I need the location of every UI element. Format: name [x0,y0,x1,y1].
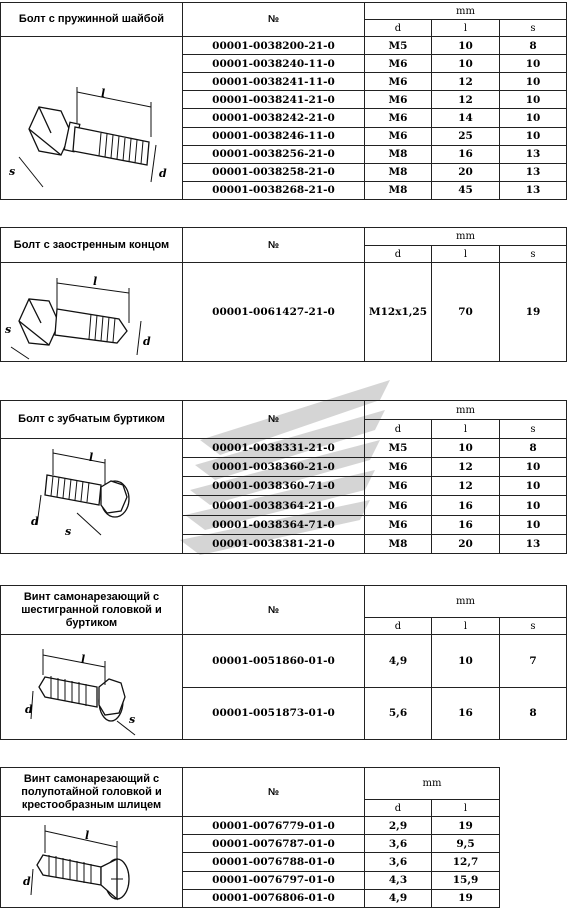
col-header-s: s [500,246,567,263]
cell-d: 5,6 [365,687,432,740]
cell-l: 19 [432,817,500,835]
cell-l: 14 [432,109,500,127]
cell-l: 9,5 [432,835,500,853]
drawing-label-d: d [25,703,33,716]
table-title: Болт с зубчатым буртиком [1,401,183,439]
drawing-label-d: d [23,875,31,888]
cell-d: M8 [365,534,432,553]
table-row-no: 00001-0038331-21-0 [183,439,365,458]
cell-l: 12 [432,477,500,496]
unit-header: mm [365,401,567,420]
col-header-d: d [365,20,432,37]
col-header-l: l [432,420,500,439]
cell-d: M5 [365,37,432,55]
cell-d: M6 [365,496,432,515]
drawing-label-s: s [65,525,72,538]
number-header: № [183,768,365,817]
cell-l: 20 [432,163,500,181]
drawing-label-d: d [143,335,151,348]
cell-d: M6 [365,477,432,496]
cell-s: 8 [500,439,567,458]
cell-d: 4,9 [365,635,432,688]
cell-s: 8 [500,37,567,55]
drawing-label-s: s [9,165,16,178]
drawing-label-d: d [159,167,167,180]
col-header-d: d [365,420,432,439]
cell-d: M8 [365,163,432,181]
table-row-no: 00001-0038258-21-0 [183,163,365,181]
cell-s: 10 [500,91,567,109]
table-row-no: 00001-0038364-21-0 [183,496,365,515]
table-row-no: 00001-0076788-01-0 [183,853,365,871]
table-title: Болт с заостренным концом [1,228,183,263]
table-row-no: 00001-0038256-21-0 [183,145,365,163]
cell-d: M6 [365,515,432,534]
drawing-label-l: l [101,87,106,100]
table-row-no: 00001-0038241-11-0 [183,73,365,91]
table-row-no: 00001-0038242-21-0 [183,109,365,127]
cell-l: 16 [432,496,500,515]
drawing-label-l: l [89,451,94,464]
cell-l: 15,9 [432,871,500,889]
spec-table-2 [0,227,567,362]
table-title: Винт самонарезающий с полупотайной головкой и крестообразным шлицем [1,768,183,817]
cell-l: 16 [432,515,500,534]
unit-header: mm [365,768,500,800]
cell-l: 25 [432,127,500,145]
col-header-l: l [432,20,500,37]
cell-s: 10 [500,496,567,515]
cell-s: 13 [500,534,567,553]
serrated-flange-bolt-icon [1,439,183,554]
cell-s: 19 [500,263,567,362]
cell-l: 12 [432,73,500,91]
cell-d: 3,6 [365,853,432,871]
cell-s: 13 [500,145,567,163]
table-title: Винт самонарезающий с шестигранной головкой и буртиком [1,586,183,635]
table-row-no: 00001-0076779-01-0 [183,817,365,835]
col-header-d: d [365,800,432,817]
cell-l: 12 [432,458,500,477]
cell-d: M6 [365,73,432,91]
table-row-no: 00001-0061427-21-0 [183,263,365,362]
spec-table-4 [0,585,567,740]
bolt-with-spring-washer-icon [1,37,183,200]
cell-d: M6 [365,55,432,73]
col-header-s: s [500,420,567,439]
cell-s: 10 [500,55,567,73]
cell-d: M12x1,25 [365,263,432,362]
number-header: № [183,3,365,37]
drawing-label-d: d [31,515,39,528]
cell-s: 13 [500,163,567,181]
table-row-no: 00001-0076797-01-0 [183,871,365,889]
cell-s: 10 [500,458,567,477]
cell-l: 10 [432,635,500,688]
cell-l: 19 [432,889,500,907]
col-header-d: d [365,246,432,263]
number-header: № [183,586,365,635]
number-header: № [183,401,365,439]
cell-s: 13 [500,181,567,199]
unit-header: mm [365,3,567,20]
col-header-d: d [365,618,432,635]
drawing-label-l: l [81,653,86,666]
drawing-label-s: s [5,323,12,336]
cell-d: M6 [365,458,432,477]
cell-s: 8 [500,687,567,740]
table-row-no: 00001-0051873-01-0 [183,687,365,740]
cell-l: 10 [432,439,500,458]
col-header-s: s [500,618,567,635]
spec-table-5 [0,767,500,908]
cell-d: M8 [365,181,432,199]
cell-d: M8 [365,145,432,163]
table-row-no: 00001-0038268-21-0 [183,181,365,199]
table-row-no: 00001-0038246-11-0 [183,127,365,145]
cell-l: 10 [432,37,500,55]
pointed-end-bolt-icon [1,263,183,362]
col-header-l: l [432,246,500,263]
number-header: № [183,228,365,263]
table-row-no: 00001-0038360-21-0 [183,458,365,477]
cell-l: 70 [432,263,500,362]
cell-l: 20 [432,534,500,553]
unit-header: mm [365,586,567,618]
cell-d: M6 [365,127,432,145]
unit-header: mm [365,228,567,246]
cell-l: 16 [432,145,500,163]
drawing-label-l: l [93,275,98,288]
col-header-l: l [432,800,500,817]
cell-l: 12 [432,91,500,109]
cell-d: 3,6 [365,835,432,853]
table-row-no: 00001-0051860-01-0 [183,635,365,688]
cell-s: 7 [500,635,567,688]
cell-d: M6 [365,91,432,109]
table-row-no: 00001-0038200-21-0 [183,37,365,55]
cell-s: 10 [500,109,567,127]
table-row-no: 00001-0038364-71-0 [183,515,365,534]
cell-l: 16 [432,687,500,740]
cell-l: 12,7 [432,853,500,871]
col-header-s: s [500,20,567,37]
cell-l: 45 [432,181,500,199]
cell-s: 10 [500,515,567,534]
cell-d: M5 [365,439,432,458]
cell-d: 4,3 [365,871,432,889]
self-tapping-cross-head-screw-icon [1,817,183,908]
cell-d: 4,9 [365,889,432,907]
col-header-l: l [432,618,500,635]
table-row-no: 00001-0038240-11-0 [183,55,365,73]
cell-s: 10 [500,477,567,496]
table-row-no: 00001-0038360-71-0 [183,477,365,496]
spec-table-1 [0,2,567,200]
table-title: Болт с пружинной шайбой [1,3,183,37]
cell-s: 10 [500,127,567,145]
cell-d: 2,9 [365,817,432,835]
table-row-no: 00001-0076787-01-0 [183,835,365,853]
table-row-no: 00001-0076806-01-0 [183,889,365,907]
table-row-no: 00001-0038381-21-0 [183,534,365,553]
drawing-label-s: s [129,713,136,726]
table-row-no: 00001-0038241-21-0 [183,91,365,109]
cell-l: 10 [432,55,500,73]
cell-s: 10 [500,73,567,91]
self-tapping-hex-flange-screw-icon [1,635,183,740]
drawing-label-l: l [85,829,90,842]
cell-d: M6 [365,109,432,127]
spec-table-3 [0,400,567,554]
